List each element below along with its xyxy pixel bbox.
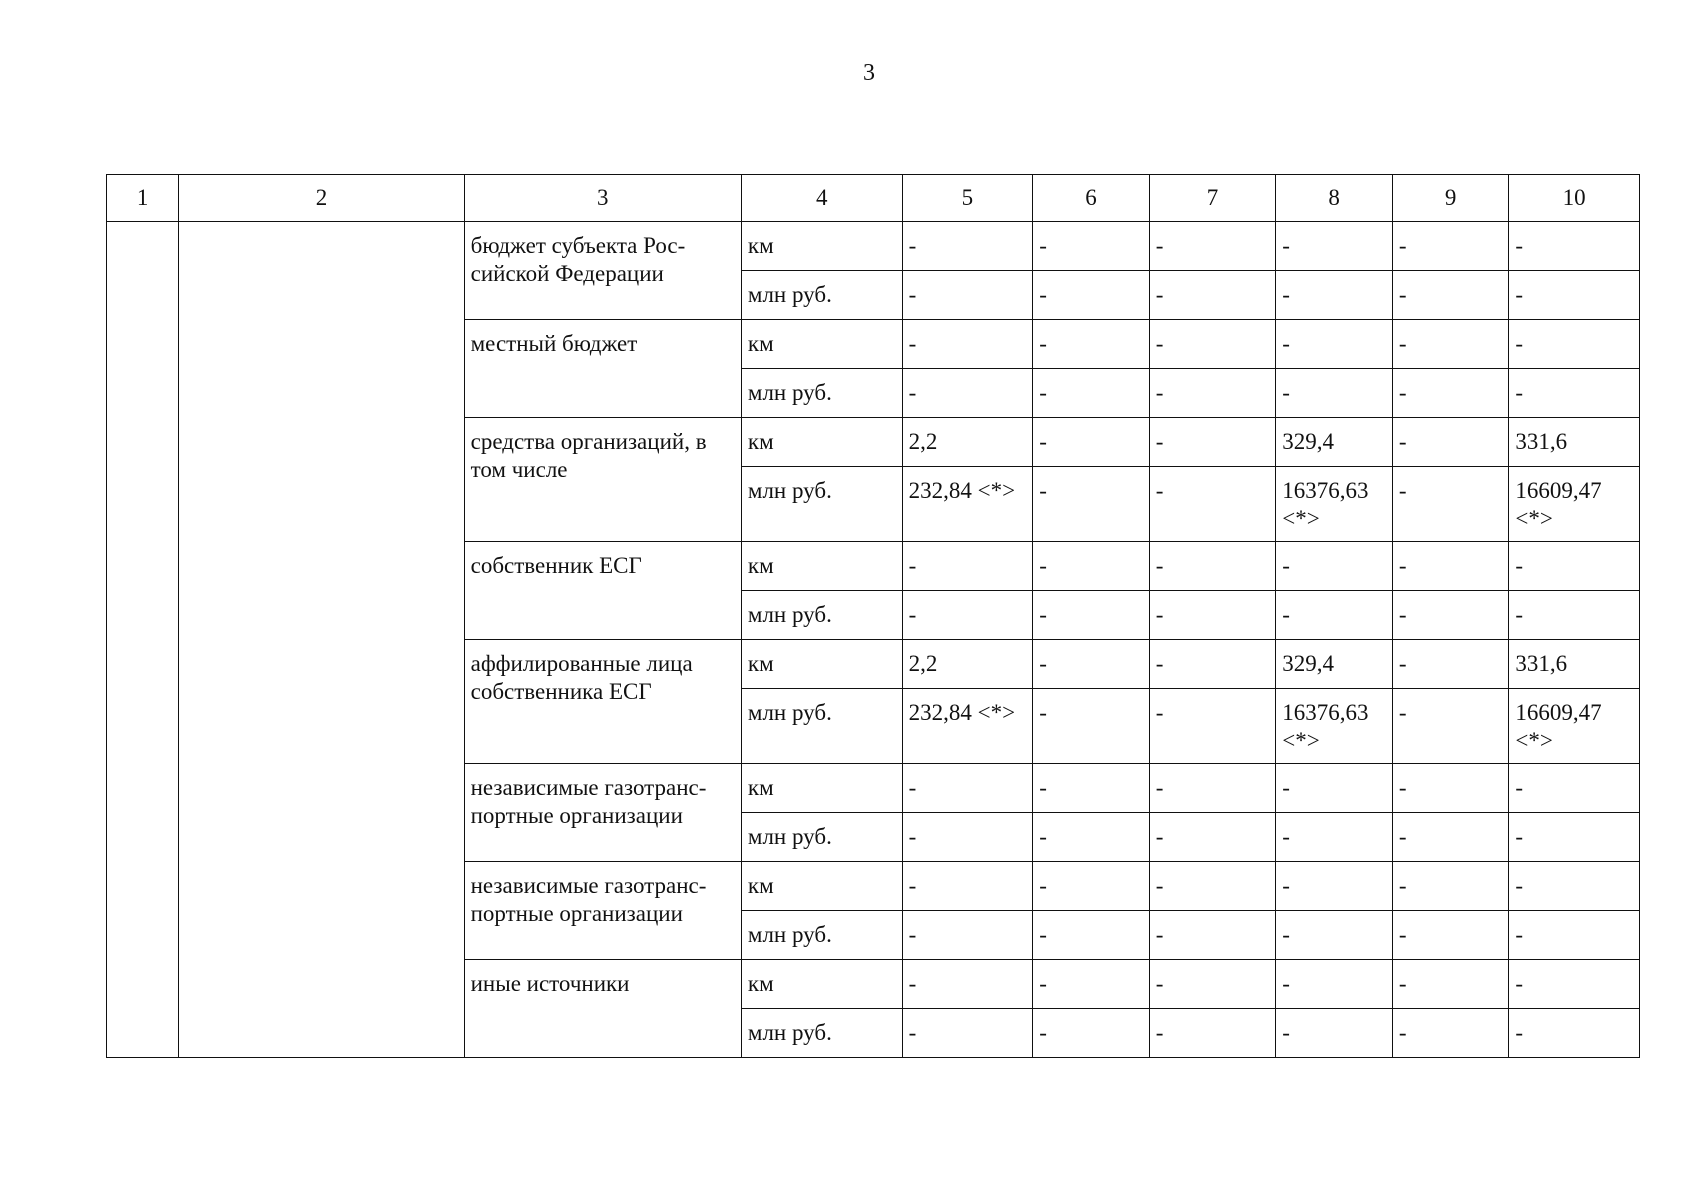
value-cell: -: [1392, 369, 1509, 418]
unit-cell: км: [741, 222, 902, 271]
value-cell: -: [1392, 271, 1509, 320]
value-cell: -: [1276, 813, 1393, 862]
value-cell: -: [1149, 418, 1276, 467]
value-cell: -: [1149, 862, 1276, 911]
value-cell: -: [1276, 271, 1393, 320]
value-cell: -: [902, 591, 1033, 640]
column-header: 4: [741, 175, 902, 222]
value-cell: 2,2: [902, 640, 1033, 689]
column-header: 10: [1509, 175, 1640, 222]
value-cell: -: [1276, 542, 1393, 591]
unit-cell: млн руб.: [741, 911, 902, 960]
value-cell: -: [1276, 320, 1393, 369]
value-cell: -: [1392, 689, 1509, 764]
value-cell: -: [1149, 271, 1276, 320]
value-cell: -: [1276, 222, 1393, 271]
unit-cell: км: [741, 960, 902, 1009]
value-cell: -: [1033, 591, 1150, 640]
value-cell: 16609,47 <*>: [1509, 467, 1640, 542]
value-cell: -: [1149, 911, 1276, 960]
value-cell: 2,2: [902, 418, 1033, 467]
value-cell: -: [1509, 369, 1640, 418]
value-cell: -: [1392, 960, 1509, 1009]
value-cell: -: [1149, 369, 1276, 418]
value-cell: -: [1149, 689, 1276, 764]
value-cell: -: [1149, 1009, 1276, 1058]
value-cell: -: [1509, 222, 1640, 271]
column-header: 7: [1149, 175, 1276, 222]
unit-cell: млн руб.: [741, 369, 902, 418]
value-cell: -: [1149, 764, 1276, 813]
value-cell: -: [1392, 591, 1509, 640]
value-cell: -: [1276, 1009, 1393, 1058]
unit-cell: млн руб.: [741, 467, 902, 542]
value-cell: -: [1509, 960, 1640, 1009]
unit-cell: млн руб.: [741, 813, 902, 862]
value-cell: -: [1033, 689, 1150, 764]
value-cell: -: [1509, 591, 1640, 640]
value-cell: -: [902, 542, 1033, 591]
value-cell: -: [902, 1009, 1033, 1058]
unit-cell: млн руб.: [741, 591, 902, 640]
value-cell: -: [1392, 764, 1509, 813]
value-cell: 232,84 <*>: [902, 689, 1033, 764]
funding-source-cell: независимые газотранс-портные организации: [464, 764, 741, 862]
value-cell: -: [1276, 911, 1393, 960]
value-cell: 16376,63 <*>: [1276, 689, 1393, 764]
unit-cell: млн руб.: [741, 271, 902, 320]
value-cell: -: [1033, 369, 1150, 418]
funding-source-cell: местный бюджет: [464, 320, 741, 418]
value-cell: -: [1149, 320, 1276, 369]
value-cell: -: [1033, 271, 1150, 320]
value-cell: -: [1033, 1009, 1150, 1058]
funding-source-cell: собственник ЕСГ: [464, 542, 741, 640]
funding-source-cell: независимые газотранс-портные организации: [464, 862, 741, 960]
value-cell: -: [1033, 911, 1150, 960]
value-cell: -: [1149, 222, 1276, 271]
empty-cell-col1: [107, 222, 179, 1058]
value-cell: -: [902, 960, 1033, 1009]
value-cell: -: [902, 764, 1033, 813]
unit-cell: млн руб.: [741, 1009, 902, 1058]
unit-cell: млн руб.: [741, 689, 902, 764]
value-cell: 329,4: [1276, 418, 1393, 467]
value-cell: -: [1149, 467, 1276, 542]
value-cell: 16609,47 <*>: [1509, 689, 1640, 764]
page-number: 3: [863, 60, 875, 86]
unit-cell: км: [741, 320, 902, 369]
value-cell: -: [902, 320, 1033, 369]
unit-cell: км: [741, 862, 902, 911]
financing-table: [106, 174, 1640, 1058]
value-cell: -: [1033, 813, 1150, 862]
funding-source-cell: иные источники: [464, 960, 741, 1058]
value-cell: -: [902, 862, 1033, 911]
value-cell: -: [1392, 418, 1509, 467]
value-cell: 232,84 <*>: [902, 467, 1033, 542]
value-cell: -: [1276, 862, 1393, 911]
value-cell: -: [1149, 813, 1276, 862]
value-cell: -: [902, 271, 1033, 320]
value-cell: -: [902, 813, 1033, 862]
value-cell: -: [1276, 369, 1393, 418]
table-row: [107, 222, 1640, 271]
value-cell: -: [1509, 320, 1640, 369]
unit-cell: км: [741, 640, 902, 689]
value-cell: -: [1392, 467, 1509, 542]
column-header: 3: [464, 175, 741, 222]
empty-cell-col2: [179, 222, 464, 1058]
column-header: 2: [179, 175, 464, 222]
value-cell: -: [1392, 813, 1509, 862]
value-cell: -: [902, 369, 1033, 418]
value-cell: 329,4: [1276, 640, 1393, 689]
value-cell: -: [1033, 764, 1150, 813]
funding-source-cell: бюджет субъекта Рос-сийской Федерации: [464, 222, 741, 320]
value-cell: -: [1509, 271, 1640, 320]
column-header: 5: [902, 175, 1033, 222]
unit-cell: км: [741, 764, 902, 813]
value-cell: -: [1276, 764, 1393, 813]
value-cell: -: [1276, 960, 1393, 1009]
value-cell: -: [1392, 911, 1509, 960]
value-cell: -: [1033, 640, 1150, 689]
value-cell: -: [1392, 1009, 1509, 1058]
value-cell: -: [1509, 813, 1640, 862]
value-cell: -: [1033, 542, 1150, 591]
value-cell: -: [1033, 320, 1150, 369]
value-cell: -: [1033, 862, 1150, 911]
value-cell: -: [1392, 222, 1509, 271]
unit-cell: км: [741, 418, 902, 467]
value-cell: -: [902, 911, 1033, 960]
value-cell: -: [1033, 222, 1150, 271]
value-cell: -: [1149, 640, 1276, 689]
value-cell: -: [1033, 467, 1150, 542]
value-cell: -: [1509, 911, 1640, 960]
column-header: 1: [107, 175, 179, 222]
value-cell: -: [1392, 542, 1509, 591]
header-row: [107, 175, 1640, 222]
value-cell: -: [1509, 862, 1640, 911]
value-cell: -: [1149, 542, 1276, 591]
value-cell: -: [1392, 320, 1509, 369]
unit-cell: км: [741, 542, 902, 591]
value-cell: -: [1509, 1009, 1640, 1058]
column-header: 8: [1276, 175, 1393, 222]
column-header: 9: [1392, 175, 1509, 222]
column-header: 6: [1033, 175, 1150, 222]
value-cell: -: [1149, 960, 1276, 1009]
value-cell: 331,6: [1509, 640, 1640, 689]
funding-source-cell: аффилированные лица собственника ЕСГ: [464, 640, 741, 764]
value-cell: -: [1033, 960, 1150, 1009]
value-cell: -: [1392, 640, 1509, 689]
value-cell: 16376,63 <*>: [1276, 467, 1393, 542]
table-body: [107, 222, 1640, 1058]
value-cell: -: [1276, 591, 1393, 640]
funding-source-cell: средства организаций, в том числе: [464, 418, 741, 542]
value-cell: 331,6: [1509, 418, 1640, 467]
value-cell: -: [1509, 542, 1640, 591]
value-cell: -: [1033, 418, 1150, 467]
value-cell: -: [1509, 764, 1640, 813]
value-cell: -: [1392, 862, 1509, 911]
value-cell: -: [902, 222, 1033, 271]
value-cell: -: [1149, 591, 1276, 640]
